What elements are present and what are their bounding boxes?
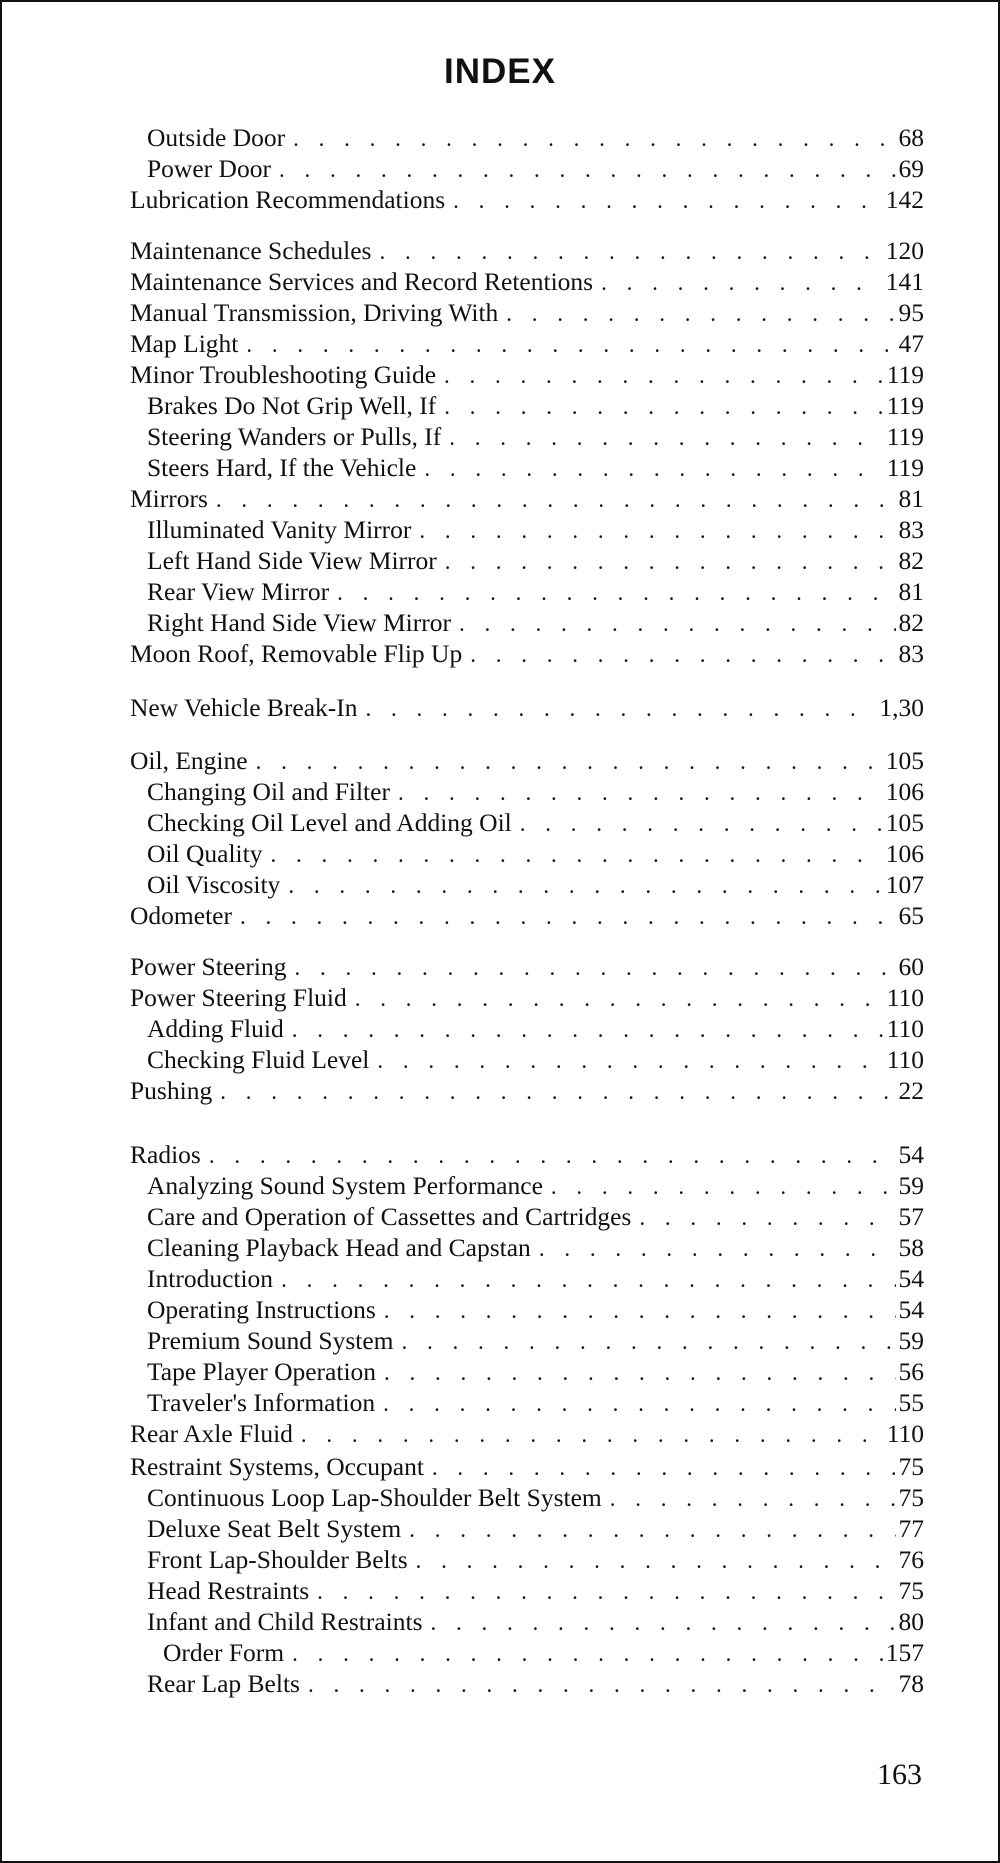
- index-entry: [130, 452, 924, 483]
- index-entry: [130, 153, 924, 184]
- index-entry: [130, 1513, 924, 1544]
- index-entry: [130, 900, 924, 931]
- entry-page-ref: 69: [898, 154, 924, 183]
- entry-label: Brakes Do Not Grip Well, If: [147, 391, 437, 420]
- entry-label: Order Form: [163, 1638, 285, 1667]
- entry-label: Right Hand Side View Mirror: [147, 608, 451, 637]
- index-entry: [130, 607, 924, 638]
- dot-leader: [292, 1014, 884, 1045]
- dot-leader: [209, 1140, 896, 1171]
- entry-page-ref: 60: [898, 952, 924, 981]
- entry-page-ref: 57: [898, 1202, 924, 1231]
- dot-leader: [366, 693, 877, 724]
- entry-page-ref: 110: [886, 1014, 924, 1043]
- index-entry: [130, 1575, 924, 1606]
- dot-leader: [293, 123, 895, 154]
- entry-label: Oil Quality: [147, 839, 263, 868]
- entry-label: Rear Axle Fluid: [130, 1419, 293, 1448]
- entry-page-ref: 157: [885, 1638, 924, 1667]
- entry-page-ref: 59: [898, 1171, 924, 1200]
- entry-page-ref: 22: [898, 1076, 924, 1105]
- dot-leader: [402, 1326, 896, 1357]
- entry-page-ref: 75: [898, 1483, 924, 1512]
- dot-leader: [551, 1171, 896, 1202]
- entry-label: Minor Troubleshooting Guide: [130, 360, 437, 389]
- page-number: 163: [877, 1758, 922, 1791]
- index-entry: [130, 1482, 924, 1513]
- entry-page-ref: 68: [898, 123, 924, 152]
- dot-leader: [292, 1638, 883, 1669]
- entry-page-ref: 75: [898, 1576, 924, 1605]
- dot-leader: [270, 839, 882, 870]
- entry-label: Manual Transmission, Driving With: [130, 298, 499, 327]
- entry-label: Left Hand Side View Mirror: [147, 546, 437, 575]
- dot-leader: [398, 777, 883, 808]
- index-entry: [130, 951, 924, 982]
- dot-leader: [355, 983, 884, 1014]
- entry-page-ref: 83: [898, 515, 924, 544]
- entry-page-ref: 95: [898, 298, 924, 327]
- entry-page-ref: 76: [898, 1545, 924, 1574]
- entry-label: Pushing: [130, 1076, 213, 1105]
- dot-leader: [432, 1452, 896, 1483]
- entry-label: Outside Door: [147, 123, 286, 152]
- entry-page-ref: 1,30: [879, 693, 924, 722]
- index-entry: [130, 266, 924, 297]
- entry-page-ref: 82: [898, 546, 924, 575]
- entry-label: Traveler's Information: [147, 1388, 376, 1417]
- dot-leader: [601, 267, 883, 298]
- dot-leader: [444, 360, 884, 391]
- index-entry: [130, 545, 924, 576]
- dot-leader: [317, 1576, 895, 1607]
- dot-leader: [301, 1419, 884, 1450]
- entry-label: Infant and Child Restraints: [147, 1607, 423, 1636]
- dot-leader: [384, 1357, 895, 1388]
- entry-label: Odometer: [130, 901, 232, 930]
- entry-label: Oil, Engine: [130, 746, 248, 775]
- index-entry: [130, 359, 924, 390]
- dot-leader: [470, 639, 895, 670]
- page-title: INDEX: [444, 52, 556, 91]
- index-entry: [130, 1075, 924, 1106]
- index-entry: [130, 1232, 924, 1263]
- dot-leader: [377, 1045, 883, 1076]
- entry-page-ref: 142: [885, 185, 924, 214]
- entry-label: Analyzing Sound System Performance: [147, 1171, 543, 1200]
- index-entry: [130, 1139, 924, 1170]
- dot-leader: [520, 808, 883, 839]
- entry-page-ref: 110: [886, 1045, 924, 1074]
- entry-page-ref: 54: [898, 1140, 924, 1169]
- entry-label: Deluxe Seat Belt System: [147, 1514, 402, 1543]
- entry-label: Changing Oil and Filter: [147, 777, 390, 806]
- entry-label: Steers Hard, If the Vehicle: [147, 453, 417, 482]
- dot-leader: [240, 901, 896, 932]
- entry-label: Oil Viscosity: [147, 870, 281, 899]
- entry-page-ref: 75: [898, 1452, 924, 1481]
- entry-label: Checking Oil Level and Adding Oil: [147, 808, 512, 837]
- entry-label: Cleaning Playback Head and Capstan: [147, 1233, 531, 1262]
- entry-label: Introduction: [147, 1264, 274, 1293]
- dot-leader: [639, 1202, 895, 1233]
- index-entry: [130, 328, 924, 359]
- dot-leader: [337, 577, 895, 608]
- entry-label: Power Steering Fluid: [130, 983, 347, 1012]
- entry-page-ref: 110: [886, 1419, 924, 1448]
- entry-label: Operating Instructions: [147, 1295, 376, 1324]
- index-entry: [130, 1044, 924, 1075]
- entry-page-ref: 55: [898, 1388, 924, 1417]
- dot-leader: [459, 608, 896, 639]
- index-entry: [130, 1263, 924, 1294]
- index-entry: [130, 1325, 924, 1356]
- dot-leader: [610, 1483, 896, 1514]
- entry-label: Moon Roof, Removable Flip Up: [130, 639, 463, 668]
- dot-leader: [220, 1076, 895, 1107]
- entry-label: Map Light: [130, 329, 239, 358]
- index-entry: [130, 1668, 924, 1699]
- index-entry: [130, 807, 924, 838]
- dot-leader: [506, 298, 895, 329]
- entry-page-ref: 119: [886, 391, 924, 420]
- dot-leader: [279, 154, 896, 185]
- entry-label: Continuous Loop Lap-Shoulder Belt System: [147, 1483, 602, 1512]
- index-entry: [130, 1637, 924, 1668]
- entry-page-ref: 141: [885, 267, 924, 296]
- entry-label: Power Door: [147, 154, 271, 183]
- entry-page-ref: 54: [898, 1264, 924, 1293]
- dot-leader: [379, 236, 882, 267]
- dot-leader: [419, 515, 895, 546]
- entry-label: Radios: [130, 1140, 201, 1169]
- dot-leader: [449, 422, 883, 453]
- index-entry: [130, 483, 924, 514]
- dot-leader: [431, 1607, 896, 1638]
- entry-label: Lubrication Recommendations: [130, 185, 446, 214]
- entry-label: Maintenance Services and Record Retentions: [130, 267, 594, 296]
- index-entry: [130, 390, 924, 421]
- entry-page-ref: 77: [898, 1514, 924, 1543]
- entry-page-ref: 110: [886, 983, 924, 1012]
- entry-page-ref: 78: [898, 1669, 924, 1698]
- entry-page-ref: 58: [898, 1233, 924, 1262]
- dot-leader: [445, 546, 896, 577]
- index-entry: [130, 1387, 924, 1418]
- index-entry: [130, 692, 924, 723]
- dot-leader: [246, 329, 895, 360]
- entry-label: Power Steering: [130, 952, 287, 981]
- entry-label: Checking Fluid Level: [147, 1045, 370, 1074]
- index-entry: [130, 838, 924, 869]
- index-entry: [130, 1606, 924, 1637]
- entry-page-ref: 81: [898, 577, 924, 606]
- dot-leader: [256, 746, 883, 777]
- dot-leader: [288, 870, 882, 901]
- index-entry: [130, 297, 924, 328]
- index-entry: [130, 1294, 924, 1325]
- dot-leader: [444, 391, 883, 422]
- entry-label: Mirrors: [130, 484, 208, 513]
- entry-page-ref: 107: [885, 870, 924, 899]
- index-entry: [130, 1201, 924, 1232]
- entry-page-ref: 59: [898, 1326, 924, 1355]
- entry-page-ref: 119: [886, 422, 924, 451]
- entry-page-ref: 119: [886, 360, 924, 389]
- entry-page-ref: 65: [898, 901, 924, 930]
- entry-page-ref: 120: [885, 236, 924, 265]
- index-entry: [130, 638, 924, 669]
- index-entry: [130, 1418, 924, 1449]
- index-entry: [130, 421, 924, 452]
- dot-leader: [409, 1514, 895, 1545]
- entry-label: Rear View Mirror: [147, 577, 330, 606]
- index-entry: [130, 1451, 924, 1482]
- entry-page-ref: 80: [898, 1607, 924, 1636]
- entry-page-ref: 47: [898, 329, 924, 358]
- dot-leader: [384, 1295, 896, 1326]
- entry-label: Maintenance Schedules: [130, 236, 372, 265]
- entry-label: Rear Lap Belts: [147, 1669, 300, 1698]
- entry-page-ref: 106: [885, 777, 924, 806]
- dot-leader: [281, 1264, 895, 1295]
- dot-leader: [216, 484, 896, 515]
- dot-leader: [453, 185, 883, 216]
- index-entry: [130, 1356, 924, 1387]
- entry-label: New Vehicle Break-In: [130, 693, 358, 722]
- index-entry: [130, 1013, 924, 1044]
- index-entry: [130, 982, 924, 1013]
- index-entry: [130, 745, 924, 776]
- index-entry: [130, 1170, 924, 1201]
- entry-page-ref: 105: [885, 746, 924, 775]
- index-entry: [130, 235, 924, 266]
- index-entry: [130, 184, 924, 215]
- entry-page-ref: 56: [898, 1357, 924, 1386]
- entry-label: Adding Fluid: [147, 1014, 284, 1043]
- index-entry: [130, 122, 924, 153]
- index-entry: [130, 514, 924, 545]
- dot-leader: [424, 453, 883, 484]
- entry-page-ref: 105: [885, 808, 924, 837]
- entry-label: Premium Sound System: [147, 1326, 394, 1355]
- entry-page-ref: 54: [898, 1295, 924, 1324]
- dot-leader: [539, 1233, 896, 1264]
- index-entry: [130, 869, 924, 900]
- entry-page-ref: 83: [898, 639, 924, 668]
- dot-leader: [295, 952, 896, 983]
- entry-label: Tape Player Operation: [147, 1357, 377, 1386]
- entry-page-ref: 119: [886, 453, 924, 482]
- dot-leader: [383, 1388, 895, 1419]
- entry-page-ref: 81: [898, 484, 924, 513]
- entry-label: Steering Wanders or Pulls, If: [147, 422, 442, 451]
- entry-label: Head Restraints: [147, 1576, 310, 1605]
- dot-leader: [308, 1669, 896, 1700]
- entry-label: Restraint Systems, Occupant: [130, 1452, 424, 1481]
- index-entry: [130, 576, 924, 607]
- entry-label: Front Lap-Shoulder Belts: [147, 1545, 408, 1574]
- entry-label: Illuminated Vanity Mirror: [147, 515, 412, 544]
- index-entry: [130, 1544, 924, 1575]
- dot-leader: [416, 1545, 896, 1576]
- entry-label: Care and Operation of Cassettes and Cartridges: [147, 1202, 632, 1231]
- entry-page-ref: 82: [898, 608, 924, 637]
- index-entry: [130, 776, 924, 807]
- entry-page-ref: 106: [885, 839, 924, 868]
